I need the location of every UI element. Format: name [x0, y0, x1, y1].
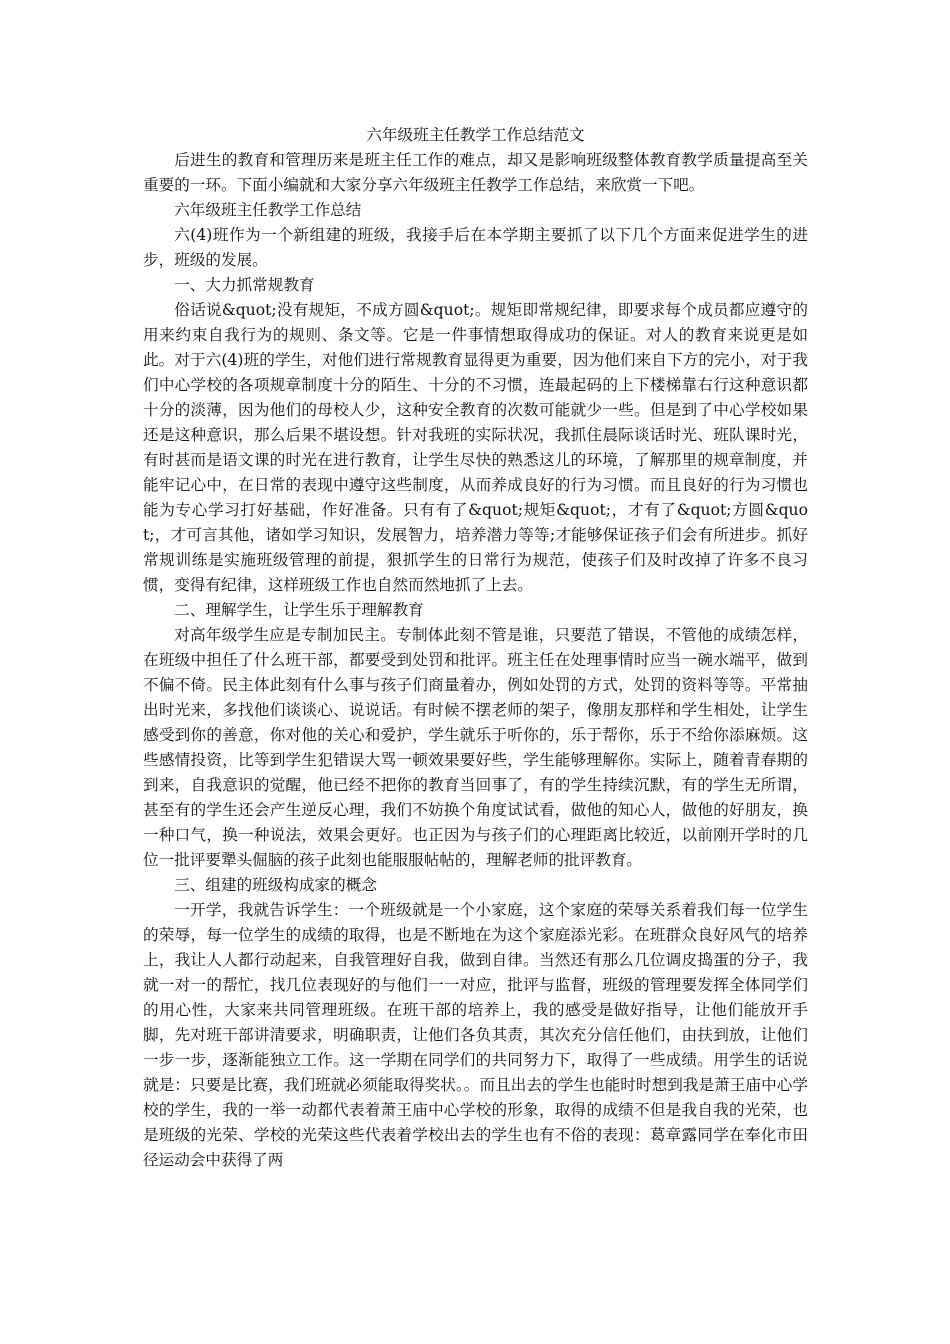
section-1-paragraph: 俗话说&quot;没有规矩，不成方圆&quot;。规矩即常规纪律，即要求每个成员都应遵守的用来约束自我行为的规则、条文等。它是一件事情想取得成功的保证。对人的教育来说更是如此。对于六(4)班的学生，对他们进行常规教育显得更为重要，因为他们来自下方的完小，对于我们中心学校的各项规章制度十分的陌生、十分的不习惯，连最起码的上下楼梯靠右行这种意识都十分的淡薄，因为他们的母校人少，这种安全教育的次数可能就少一些。但是到了中心学校如果还是这种意识，那么后果不堪设想。针对我班的实际状况，我抓住晨际谈话时光、班队课时光，有时甚而是语文课的时光在进行教育，让学生尽快的熟悉这儿的环境，了解那里的规章制度，并能牢记心中，在日常的表现中遵守这些制度，从而养成良好的行为习惯。而且良好的行为习惯也能为专心学习打好基础，作好准备。只有有了&quot;规矩&quot;，才有了&quot;方圆&quot;，才可言其他，诸如学习知识，发展智力，培养潜力等等;才能够保证孩子们会有所进步。抓好常规训练是实施班级管理的前提，狠抓学生的日常行为规范，使孩子们及时改掉了许多不良习惯，变得有纪律，这样班级工作也自然而然地抓了上去。 [143, 301, 808, 594]
opening-paragraph: 六(4)班作为一个新组建的班级，我接手后在本学期主要抓了以下几个方面来促进学生的进步，班级的发展。 [143, 226, 808, 269]
section-3-paragraph: 一开学，我就告诉学生：一个班级就是一个小家庭，这个家庭的荣辱关系着我们每一位学生的荣辱，每一位学生的成绩的取得，也是不断地在为这个家庭添光彩。在班群众良好风气的培养上，我让人人都行动起来，自我管理好自我，做到自律。当然还有那么几位调皮捣蛋的分子，我就一对一的帮忙，找几位表现好的与他们一一对应，批评与监督，班级的管理要发挥全体同学们的用心性，大家来共同管理班级。在班干部的培养上，我的感受是做好指导，让他们能放开手脚，先对班干部讲清要求，明确职责，让他们各负其责，其次充分信任他们，由扶到放，让他们一步一步，逐渐能独立工作。这一学期在同学们的共同努力下，取得了一些成绩。用学生的话说就是：只要是比赛，我们班就必须能取得奖状。。而且出去的学生也能时时想到我是萧王庙中心学校的学生，我的一举一动都代表着萧王庙中心学校的形象，取得的成绩不但是我自我的光荣，也是班级的光荣、学校的光荣这些代表着学校出去的学生也有不俗的表现：葛章露同学在奉化市田径运动会中获得了两 [143, 901, 808, 1169]
document-subtitle: 六年级班主任教学工作总结 [174, 201, 362, 219]
intro-paragraph: 后进生的教育和管理历来是班主任工作的难点，却又是影响班级整体教育教学质量提高至关重要的一环。下面小编就和大家分享六年级班主任教学工作总结，来欣赏一下吧。 [143, 151, 808, 194]
section-2-heading: 二、理解学生，让学生乐于理解教育 [174, 601, 424, 619]
document-body [143, 123, 808, 1173]
section-2-paragraph: 对高年级学生应是专制加民主。专制体此刻不管是谁，只要范了错误，不管他的成绩怎样，在班级中担任了什么班干部，都要受到处罚和批评。班主任在处理事情时应当一碗水端平，做到不偏不倚。民主体此刻有什么事与孩子们商量着办，例如处罚的方式，处罚的资料等等。平常抽出时光来，多找他们谈谈心、说说话。有时候不摆老师的架子，像朋友那样和学生相处，让学生感受到你的善意，你对他的关心和爱护，学生就乐于听你的，乐于帮你，乐于不给你添麻烦。这些感情投资，比等到学生犯错误大骂一顿效果要好些，学生能够理解你。实际上，随着青春期的到来，自我意识的觉醒，他已经不把你的教育当回事了，有的学生持续沉默，有的学生无所谓，甚至有的学生还会产生逆反心理，我们不妨换个角度试试看，做他的知心人，做他的好朋友，换一种口气，换一种说法，效果会更好。也正因为与孩子们的心理距离比较近，以前刚开学时的几位一批评要犟头倔脑的孩子此刻也能服服帖帖的，理解老师的批评教育。 [143, 626, 808, 869]
document-title: 六年级班主任教学工作总结范文 [366, 126, 585, 144]
section-1-heading: 一、大力抓常规教育 [174, 276, 315, 294]
section-3-heading: 三、组建的班级构成家的概念 [174, 876, 377, 894]
